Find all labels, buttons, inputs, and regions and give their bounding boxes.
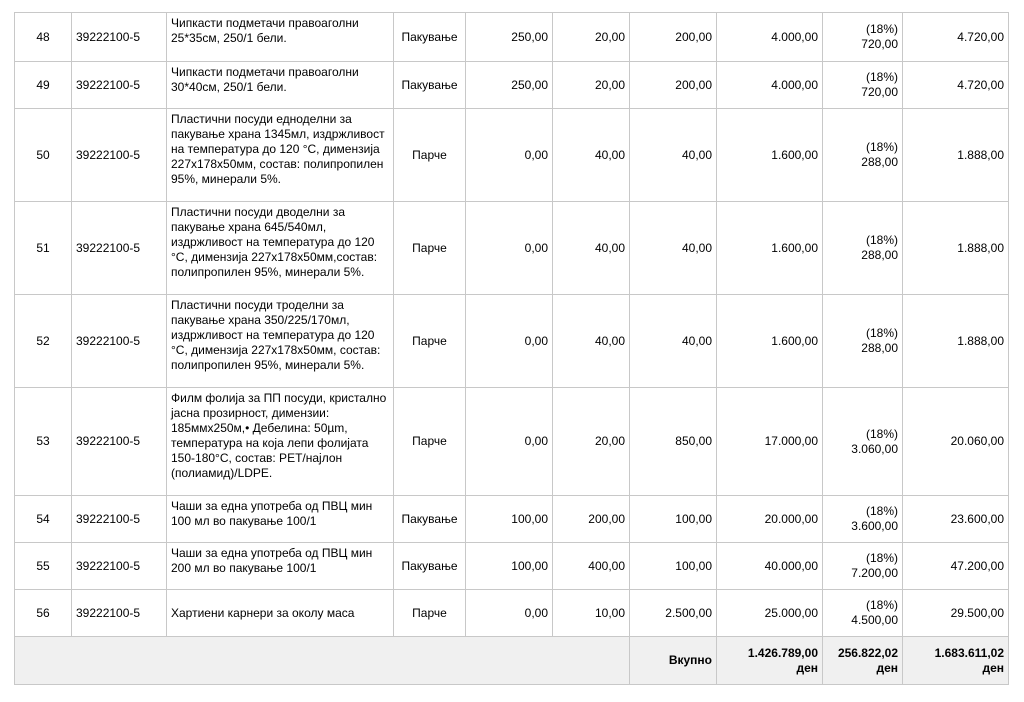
cpv-code: 39222100-5 [72,62,167,109]
value-col-2: 40,00 [553,109,630,202]
vat-cell [823,13,903,62]
row-number: 55 [15,543,72,590]
totals-vat-cell [823,637,903,685]
vat-amount: 3.060,00 [851,441,898,456]
unit: Парче [394,202,466,295]
unit: Пакување [394,496,466,543]
unit: Пакување [394,543,466,590]
totals-grand-cell [903,637,1009,685]
value-col-2: 40,00 [553,202,630,295]
amount: 4.000,00 [717,13,823,62]
row-total: 1.888,00 [903,202,1009,295]
vat-rate: (18%) [865,233,898,247]
vat-cell [823,543,903,590]
items-table [14,12,1009,685]
item-description: Хартиени карнери за околу маса [167,590,394,637]
value-col-1: 100,00 [466,496,553,543]
row-total: 20.060,00 [903,388,1009,496]
value-col-2: 40,00 [553,295,630,388]
vat-cell [823,202,903,295]
totals-grand: 1.683.611,02 [934,645,1004,660]
value-col-1: 250,00 [466,62,553,109]
vat-amount: 720,00 [861,37,898,51]
value-col-2: 10,00 [553,590,630,637]
table-row [15,202,1009,295]
row-total: 23.600,00 [903,496,1009,543]
vat-amount: 288,00 [861,155,898,169]
vat-amount: 720,00 [861,85,898,99]
cpv-code: 39222100-5 [72,543,167,590]
vat-amount: 288,00 [861,248,898,262]
totals-amount: 1.426.789,00 [747,645,818,660]
vat-cell [823,295,903,388]
row-total: 4.720,00 [903,62,1009,109]
item-description: Чипкасти подметачи правоаголни 25*35см, 250/1 бели. [167,13,394,62]
table-row [15,295,1009,388]
item-description: Чипкасти подметачи правоаголни 30*40см, 250/1 бели. [167,62,394,109]
value-col-1: 0,00 [466,295,553,388]
vat-cell [823,496,903,543]
vat-cell [823,109,903,202]
amount: 20.000,00 [717,496,823,543]
totals-vat: 256.822,02 [837,645,898,660]
vat-amount: 288,00 [861,341,898,355]
vat-rate: (18%) [865,504,898,518]
table-row [15,388,1009,496]
currency-label: ден [796,660,818,675]
row-number: 48 [15,13,72,62]
row-total: 47.200,00 [903,543,1009,590]
value-col-3: 200,00 [630,13,717,62]
unit: Парче [394,295,466,388]
vat-rate: (18%) [865,140,898,154]
cpv-code: 39222100-5 [72,109,167,202]
value-col-1: 0,00 [466,590,553,637]
item-description: Пластични посуди дводелни за пакување храна 645/540мл, издржливост на температура до 120 °C, димензија 227x178x50мм,состав: полипропилен 95%, минерали 5%. [167,202,394,295]
unit: Парче [394,388,466,496]
currency-label: ден [982,660,1004,675]
currency-label: ден [876,660,898,675]
value-col-3: 100,00 [630,543,717,590]
amount: 4.000,00 [717,62,823,109]
value-col-2: 20,00 [553,62,630,109]
value-col-2: 20,00 [553,388,630,496]
totals-label: Вкупно [630,637,717,685]
item-description: Филм фолија за ПП посуди, кристално јасна прозирност, димензии: 185ммx250м,• Дебелина: 50µm, температура на која лепи фолијата 150-180°C, состав: PET/најлон (полиамид)/LDPE. [167,388,394,496]
amount: 1.600,00 [717,295,823,388]
unit: Парче [394,590,466,637]
vat-cell [823,62,903,109]
item-description: Пластични посуди едноделни за пакување храна 1345мл, издржливост на температура до 120 °C, димензија 227x178x50мм, состав: полипропилен 95%, минерали 5%. [167,109,394,202]
item-description: Чаши за една употреба од ПВЦ мин 200 мл во пакување 100/1 [167,543,394,590]
row-number: 53 [15,388,72,496]
row-number: 54 [15,496,72,543]
value-col-1: 0,00 [466,109,553,202]
table-row [15,62,1009,109]
value-col-1: 250,00 [466,13,553,62]
item-description: Пластични посуди троделни за пакување храна 350/225/170мл, издржливост на температура до 120 °C, димензија 227x178x50мм, состав: полипропилен 95%, минерали 5%. [167,295,394,388]
unit: Пакување [394,62,466,109]
value-col-1: 100,00 [466,543,553,590]
table-row [15,109,1009,202]
value-col-1: 0,00 [466,202,553,295]
row-total: 1.888,00 [903,295,1009,388]
table-row [15,496,1009,543]
totals-spacer [15,637,630,685]
row-number: 52 [15,295,72,388]
item-description: Чаши за една употреба од ПВЦ мин 100 мл во пакување 100/1 [167,496,394,543]
vat-rate: (18%) [865,551,898,565]
vat-cell [823,388,903,496]
cpv-code: 39222100-5 [72,295,167,388]
value-col-2: 200,00 [553,496,630,543]
table-row [15,590,1009,637]
value-col-3: 40,00 [630,109,717,202]
vat-cell [823,590,903,637]
row-number: 56 [15,590,72,637]
row-number: 51 [15,202,72,295]
value-col-3: 40,00 [630,202,717,295]
row-number: 49 [15,62,72,109]
value-col-2: 400,00 [553,543,630,590]
row-number: 50 [15,109,72,202]
amount: 25.000,00 [717,590,823,637]
row-total: 1.888,00 [903,109,1009,202]
cpv-code: 39222100-5 [72,590,167,637]
value-col-3: 40,00 [630,295,717,388]
value-col-1: 0,00 [466,388,553,496]
value-col-3: 100,00 [630,496,717,543]
vat-rate: (18%) [865,598,898,612]
unit: Пакување [394,13,466,62]
amount: 1.600,00 [717,202,823,295]
vat-amount: 4.500,00 [851,613,898,627]
vat-rate: (18%) [865,22,898,36]
totals-amount-cell [717,637,823,685]
table-body [15,13,1009,685]
vat-amount: 3.600,00 [851,519,898,533]
vat-amount: 7.200,00 [851,566,898,580]
amount: 17.000,00 [717,388,823,496]
cpv-code: 39222100-5 [72,13,167,62]
cpv-code: 39222100-5 [72,202,167,295]
table-row [15,13,1009,62]
vat-rate: (18%) [865,426,898,441]
document-table-container [14,12,1009,685]
value-col-3: 200,00 [630,62,717,109]
cpv-code: 39222100-5 [72,496,167,543]
row-total: 4.720,00 [903,13,1009,62]
row-total: 29.500,00 [903,590,1009,637]
totals-row [15,637,1009,685]
table-row [15,543,1009,590]
cpv-code: 39222100-5 [72,388,167,496]
value-col-2: 20,00 [553,13,630,62]
vat-rate: (18%) [865,326,898,340]
unit: Парче [394,109,466,202]
amount: 1.600,00 [717,109,823,202]
value-col-3: 2.500,00 [630,590,717,637]
vat-rate: (18%) [865,70,898,84]
value-col-3: 850,00 [630,388,717,496]
amount: 40.000,00 [717,543,823,590]
